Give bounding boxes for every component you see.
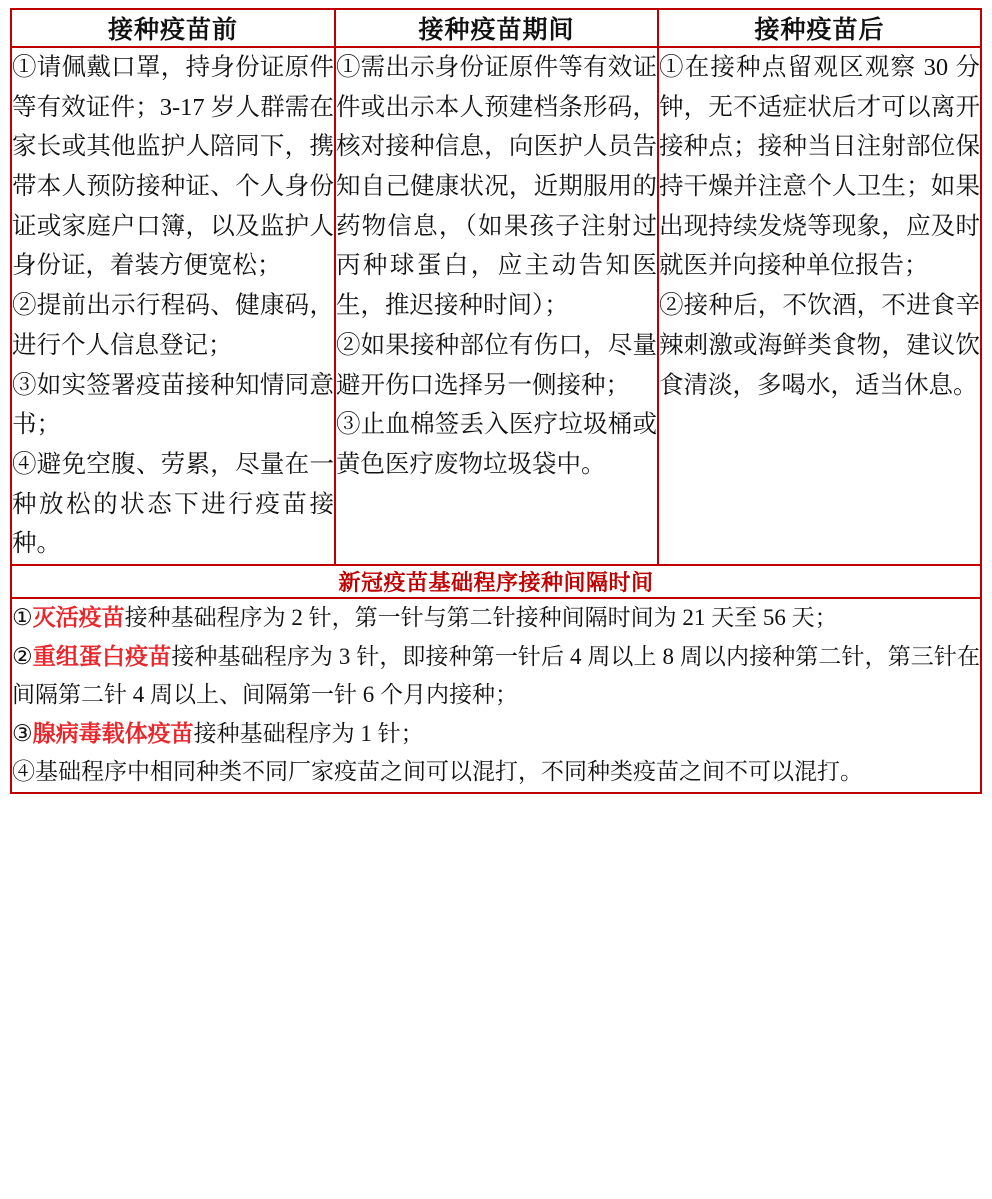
vaccination-guide-table [10,8,982,794]
interval-section-title: 新冠疫苗基础程序接种间隔时间 [11,565,981,598]
column-after-vaccination [658,47,981,565]
interval-body-row [11,598,981,793]
list-item: ②提前出示行程码、健康码，进行个人信息登记； [12,292,334,359]
column-during-vaccination [335,47,658,565]
column-before-vaccination [11,47,335,565]
table-body-row [11,47,981,565]
list-item: ①请佩戴口罩，持身份证原件等有效证件；3-17 岁人群需在家长或其他监护人陪同下，携带本人预防接种证、个人身份证或家庭户口簿，以及监护人身份证，着装方便宽松； [12,54,334,280]
interval-line [12,753,980,792]
list-item: ①在接种点留观区观察 30 分钟，无不适症状后才可以离开接种点；接种当日注射部位保持干燥并注意个人卫生；如果出现持续发烧等现象，应及时就医并向接种单位报告； [658,54,980,280]
interval-line-highlight: 重组蛋白疫苗 [32,643,172,669]
interval-section-body [11,598,981,793]
interval-line-prefix: ④ [12,759,35,785]
interval-line-rest: 接种基础程序为 1 针； [193,720,424,746]
interval-line-highlight: 腺病毒载体疫苗 [32,720,194,746]
table-header-row [11,9,981,47]
interval-line-rest: 基础程序中相同种类不同厂家疫苗之间可以混打，不同种类疫苗之间不可以混打。 [35,759,863,785]
interval-line-prefix: ② [12,643,33,669]
list-item: ④避免空腹、劳累，尽量在一种放松的状态下进行疫苗接种。 [12,450,334,558]
interval-line [12,599,980,638]
interval-line-highlight: 灭活疫苗 [32,604,125,630]
list-item: ②接种后，不饮酒，不进食辛辣刺激或海鲜类食物，建议饮食清淡，多喝水，适当休息。 [658,292,980,399]
list-item: ②如果接种部位有伤口，尽量避开伤口选择另一侧接种； [335,331,657,399]
header-after-vaccination: 接种疫苗后 [658,9,981,47]
header-during-vaccination: 接种疫苗期间 [335,9,658,47]
interval-line [12,715,980,754]
header-before-vaccination: 接种疫苗前 [11,9,335,47]
list-item: ①需出示身份证原件等有效证件或出示本人预建档条形码，核对接种信息，向医护人员告知自己健康状况，近期服用的药物信息，（如果孩子注射过丙种球蛋白，应主动告知医生，推迟接种时间）； [335,54,657,320]
interval-line-prefix: ③ [12,720,33,746]
interval-line [12,638,980,715]
interval-title-row [11,565,981,598]
interval-line-rest: 接种基础程序为 2 针，第一针与第二针接种间隔时间为 21 天至 56 天； [124,604,838,630]
interval-line-rest: 接种基础程序为 3 针，即接种第一针后 4 周以上 8 周以内接种第二针，第三针在间隔第二针 4 周以上、间隔第一针 6 个月内接种； [12,643,981,708]
interval-line-prefix: ① [12,604,33,630]
list-item: ③如实签署疫苗接种知情同意书； [12,371,334,439]
list-item: ③止血棉签丢入医疗垃圾桶或黄色医疗废物垃圾袋中。 [335,411,657,478]
